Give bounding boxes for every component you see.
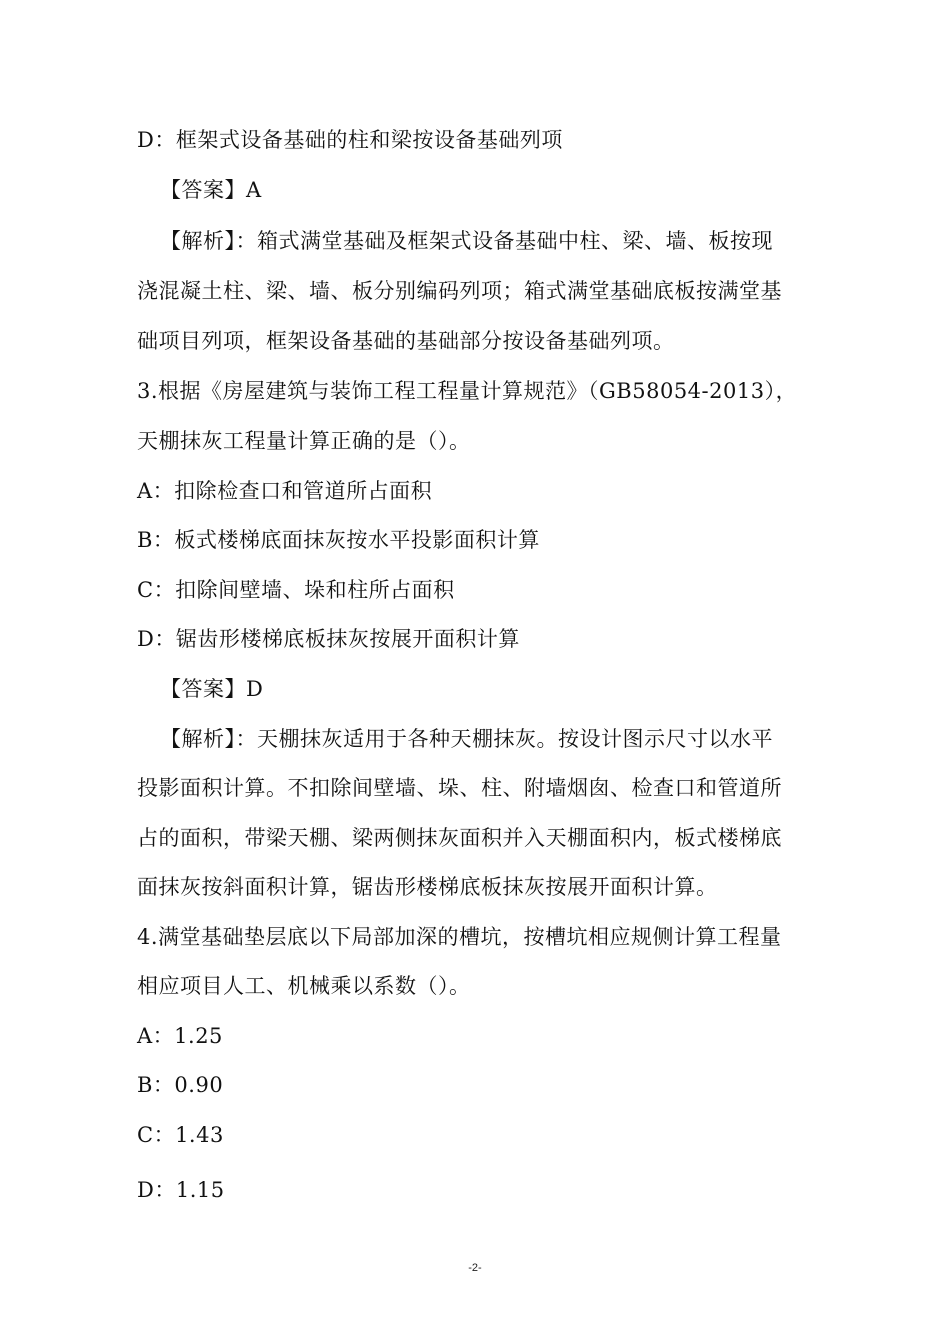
- option-b-q3: B：板式楼梯底面抹灰按水平投影面积计算: [137, 528, 540, 552]
- page-number: -2-: [468, 1262, 482, 1274]
- explanation-q2-line-2: 浇混凝土柱、梁、墙、板分别编码列项；箱式满堂基础底板按满堂基: [137, 279, 782, 303]
- explanation-q2-line-3: 础项目列项，框架设备基础的基础部分按设备基础列项。: [137, 329, 675, 353]
- explanation-q3-line-1: 【解析】：天棚抹灰适用于各种天棚抹灰。按设计图示尺寸以水平: [160, 727, 773, 751]
- explanation-q3-line-2: 投影面积计算。不扣除间壁墙、垛、柱、附墙烟囱、检查口和管道所: [137, 776, 782, 800]
- option-c-q3: C：扣除间壁墙、垛和柱所占面积: [137, 578, 455, 602]
- explanation-q3-line-3: 占的面积，带梁天棚、梁两侧抹灰面积并入天棚面积内，板式楼梯底: [137, 826, 782, 850]
- question-3-line-1: 3.根据《房屋建筑与装饰工程工程量计算规范》（GB58054-2013），: [137, 379, 798, 403]
- option-c-q4: C：1.43: [137, 1123, 224, 1147]
- answer-q3: 【答案】D: [160, 677, 264, 701]
- answer-q2: 【答案】A: [160, 178, 262, 202]
- option-a-q4: A：1.25: [137, 1024, 223, 1048]
- explanation-q3-line-4: 面抹灰按斜面积计算，锯齿形楼梯底板抹灰按展开面积计算。: [137, 875, 718, 899]
- question-4-line-2: 相应项目人工、机械乘以系数（）。: [137, 974, 471, 998]
- question-4-line-1: 4.满堂基础垫层底以下局部加深的槽坑，按槽坑相应规侧计算工程量: [137, 925, 782, 949]
- explanation-q2-line-1: 【解析】：箱式满堂基础及框架式设备基础中柱、梁、墙、板按现: [160, 229, 773, 253]
- option-d-q2: D：框架式设备基础的柱和梁按设备基础列项: [137, 128, 563, 152]
- option-a-q3: A：扣除检查口和管道所占面积: [137, 479, 433, 503]
- question-3-line-2: 天棚抹灰工程量计算正确的是（）。: [137, 429, 471, 453]
- option-b-q4: B：0.90: [137, 1073, 224, 1097]
- option-d-q3: D：锯齿形楼梯底板抹灰按展开面积计算: [137, 627, 520, 651]
- option-d-q4: D：1.15: [137, 1178, 225, 1202]
